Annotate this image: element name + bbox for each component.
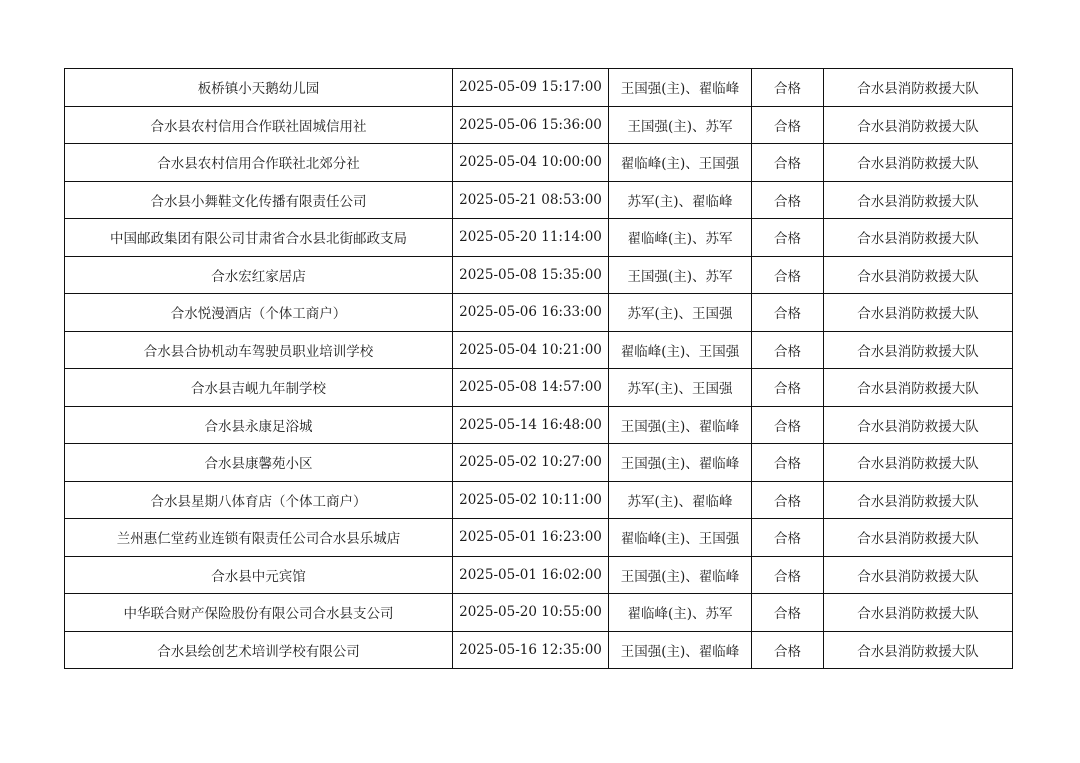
department-cell: 合水县消防救援大队 <box>824 556 1013 594</box>
result-cell: 合格 <box>752 369 824 407</box>
result-cell: 合格 <box>752 106 824 144</box>
inspection-time-cell: 2025-05-21 08:53:00 <box>453 181 609 219</box>
inspectors-cell: 苏军(主)、翟临峰 <box>609 481 752 519</box>
inspectors-cell: 翟临峰(主)、苏军 <box>609 219 752 257</box>
table-row <box>65 406 1013 444</box>
result-cell: 合格 <box>752 294 824 332</box>
department-cell: 合水县消防救援大队 <box>824 519 1013 557</box>
inspection-time-cell: 2025-05-02 10:11:00 <box>453 481 609 519</box>
table-row <box>65 256 1013 294</box>
department-cell: 合水县消防救援大队 <box>824 181 1013 219</box>
inspectors-cell: 翟临峰(主)、王国强 <box>609 331 752 369</box>
unit-name-cell: 合水悦漫酒店（个体工商户） <box>65 294 453 332</box>
inspection-time-cell: 2025-05-06 15:36:00 <box>453 106 609 144</box>
department-cell: 合水县消防救援大队 <box>824 219 1013 257</box>
inspection-time-cell: 2025-05-01 16:02:00 <box>453 556 609 594</box>
table-row <box>65 294 1013 332</box>
table-row <box>65 444 1013 482</box>
department-cell: 合水县消防救援大队 <box>824 144 1013 182</box>
unit-name-cell: 合水县吉岘九年制学校 <box>65 369 453 407</box>
department-cell: 合水县消防救援大队 <box>824 331 1013 369</box>
inspection-time-cell: 2025-05-16 12:35:00 <box>453 631 609 669</box>
result-cell: 合格 <box>752 519 824 557</box>
inspection-time-cell: 2025-05-20 11:14:00 <box>453 219 609 257</box>
table-row <box>65 219 1013 257</box>
inspectors-cell: 王国强(主)、翟临峰 <box>609 69 752 107</box>
table-row <box>65 556 1013 594</box>
inspectors-cell: 苏军(主)、翟临峰 <box>609 181 752 219</box>
unit-name-cell: 合水县星期八体育店（个体工商户） <box>65 481 453 519</box>
table-body <box>65 69 1013 669</box>
result-cell: 合格 <box>752 69 824 107</box>
department-cell: 合水县消防救援大队 <box>824 594 1013 632</box>
table-row <box>65 331 1013 369</box>
unit-name-cell: 合水县中元宾馆 <box>65 556 453 594</box>
result-cell: 合格 <box>752 481 824 519</box>
inspectors-cell: 王国强(主)、苏军 <box>609 106 752 144</box>
department-cell: 合水县消防救援大队 <box>824 444 1013 482</box>
department-cell: 合水县消防救援大队 <box>824 631 1013 669</box>
table-row <box>65 181 1013 219</box>
department-cell: 合水县消防救援大队 <box>824 406 1013 444</box>
unit-name-cell: 合水宏红家居店 <box>65 256 453 294</box>
result-cell: 合格 <box>752 631 824 669</box>
inspection-time-cell: 2025-05-02 10:27:00 <box>453 444 609 482</box>
inspectors-cell: 王国强(主)、翟临峰 <box>609 631 752 669</box>
inspectors-cell: 翟临峰(主)、王国强 <box>609 519 752 557</box>
result-cell: 合格 <box>752 219 824 257</box>
unit-name-cell: 合水县小舞鞋文化传播有限责任公司 <box>65 181 453 219</box>
result-cell: 合格 <box>752 331 824 369</box>
inspection-time-cell: 2025-05-01 16:23:00 <box>453 519 609 557</box>
department-cell: 合水县消防救援大队 <box>824 256 1013 294</box>
department-cell: 合水县消防救援大队 <box>824 294 1013 332</box>
result-cell: 合格 <box>752 444 824 482</box>
inspectors-cell: 王国强(主)、翟临峰 <box>609 556 752 594</box>
result-cell: 合格 <box>752 556 824 594</box>
inspectors-cell: 王国强(主)、翟临峰 <box>609 444 752 482</box>
result-cell: 合格 <box>752 144 824 182</box>
result-cell: 合格 <box>752 181 824 219</box>
inspectors-cell: 翟临峰(主)、王国强 <box>609 144 752 182</box>
inspection-time-cell: 2025-05-08 14:57:00 <box>453 369 609 407</box>
table-row <box>65 69 1013 107</box>
unit-name-cell: 合水县永康足浴城 <box>65 406 453 444</box>
table-row <box>65 631 1013 669</box>
inspectors-cell: 翟临峰(主)、苏军 <box>609 594 752 632</box>
inspection-time-cell: 2025-05-08 15:35:00 <box>453 256 609 294</box>
unit-name-cell: 合水县康馨苑小区 <box>65 444 453 482</box>
table-row <box>65 369 1013 407</box>
unit-name-cell: 合水县合协机动车驾驶员职业培训学校 <box>65 331 453 369</box>
unit-name-cell: 合水县农村信用合作联社固城信用社 <box>65 106 453 144</box>
unit-name-cell: 合水县农村信用合作联社北郊分社 <box>65 144 453 182</box>
table-row <box>65 106 1013 144</box>
department-cell: 合水县消防救援大队 <box>824 369 1013 407</box>
inspectors-cell: 苏军(主)、王国强 <box>609 294 752 332</box>
inspection-time-cell: 2025-05-09 15:17:00 <box>453 69 609 107</box>
result-cell: 合格 <box>752 256 824 294</box>
inspectors-cell: 王国强(主)、苏军 <box>609 256 752 294</box>
table-row <box>65 594 1013 632</box>
unit-name-cell: 兰州惠仁堂药业连锁有限责任公司合水县乐城店 <box>65 519 453 557</box>
unit-name-cell: 合水县绘创艺术培训学校有限公司 <box>65 631 453 669</box>
department-cell: 合水县消防救援大队 <box>824 69 1013 107</box>
inspection-time-cell: 2025-05-20 10:55:00 <box>453 594 609 632</box>
inspectors-cell: 王国强(主)、翟临峰 <box>609 406 752 444</box>
table-row <box>65 144 1013 182</box>
inspectors-cell: 苏军(主)、王国强 <box>609 369 752 407</box>
unit-name-cell: 中华联合财产保险股份有限公司合水县支公司 <box>65 594 453 632</box>
inspection-time-cell: 2025-05-04 10:21:00 <box>453 331 609 369</box>
table-row <box>65 481 1013 519</box>
department-cell: 合水县消防救援大队 <box>824 106 1013 144</box>
inspection-time-cell: 2025-05-06 16:33:00 <box>453 294 609 332</box>
result-cell: 合格 <box>752 594 824 632</box>
table-row <box>65 519 1013 557</box>
department-cell: 合水县消防救援大队 <box>824 481 1013 519</box>
unit-name-cell: 板桥镇小天鹅幼儿园 <box>65 69 453 107</box>
inspection-time-cell: 2025-05-14 16:48:00 <box>453 406 609 444</box>
inspection-table <box>64 68 1013 669</box>
unit-name-cell: 中国邮政集团有限公司甘肃省合水县北街邮政支局 <box>65 219 453 257</box>
result-cell: 合格 <box>752 406 824 444</box>
inspection-time-cell: 2025-05-04 10:00:00 <box>453 144 609 182</box>
